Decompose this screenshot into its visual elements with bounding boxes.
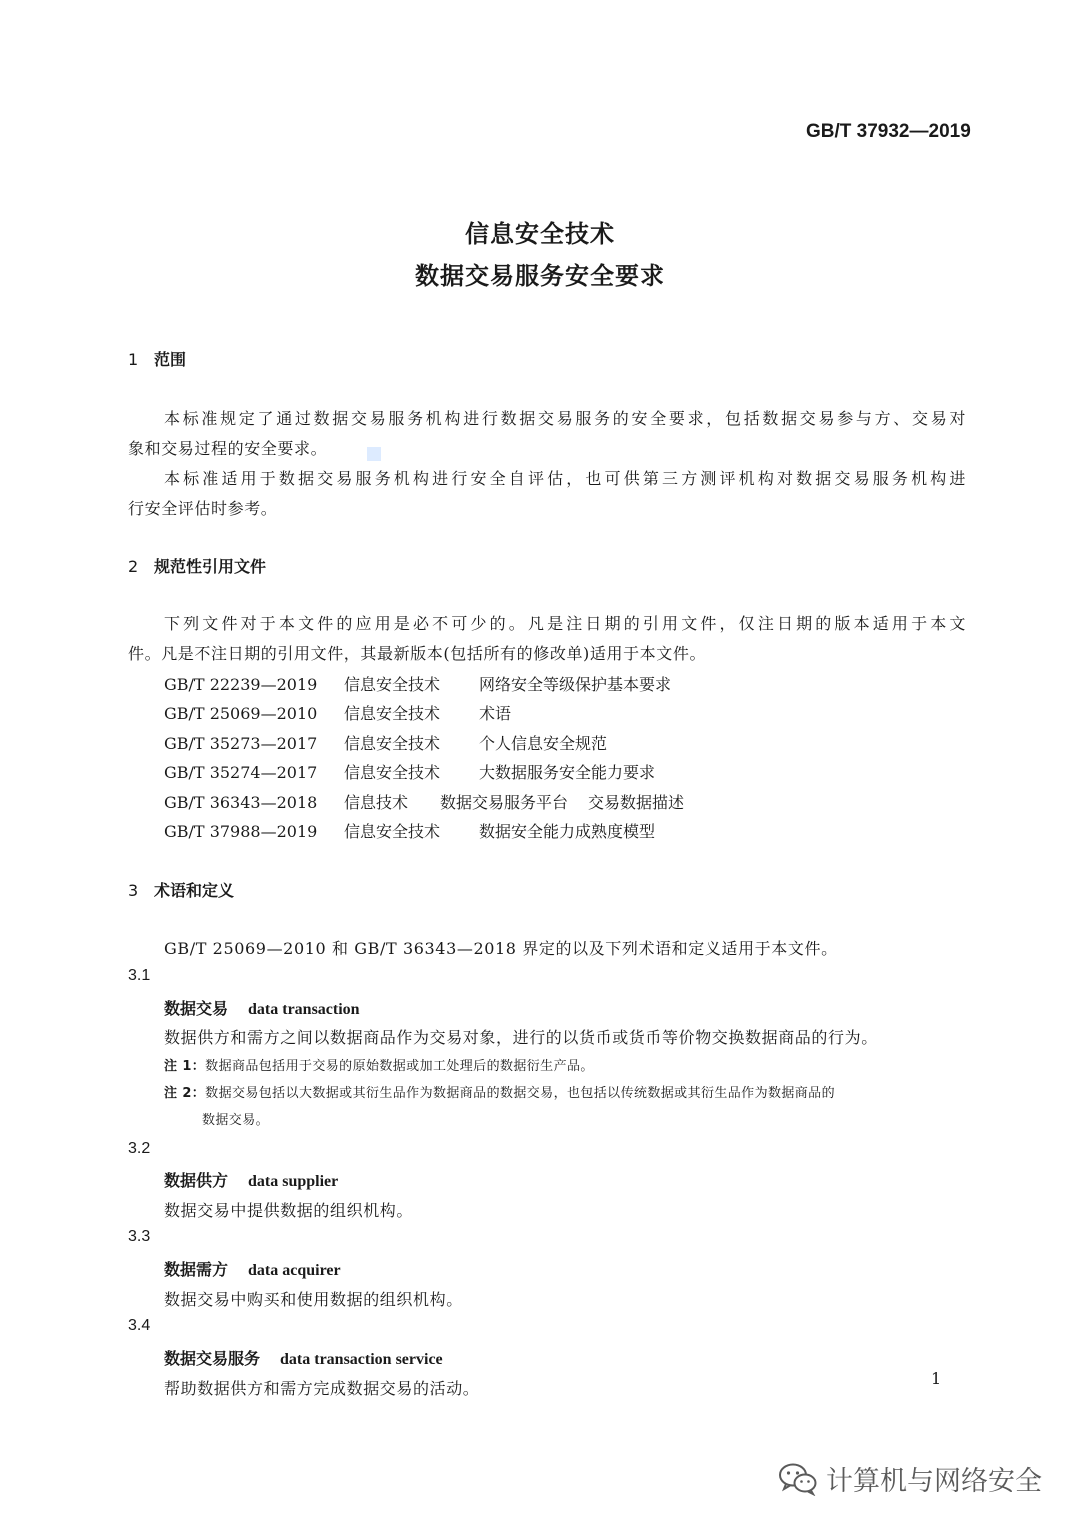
note-text: 数据商品包括用于交易的原始数据或加工处理后的数据衍生产品。 [205,1059,594,1074]
term-definition: 数据交易中提供数据的组织机构。 [164,1201,414,1220]
reference-item [164,790,684,813]
section-1-paragraph-1-line-1: 本标准规定了通过数据交易服务机构进行数据交易服务的安全要求，包括数据交易参与方、交易对 [164,409,966,428]
section-number: 3 [128,881,139,900]
term-heading [164,1346,443,1369]
note-2 [164,1082,835,1101]
watermark-text: 计算机与网络安全 [826,1466,1042,1497]
term-chinese: 数据交易服务 [164,1349,261,1368]
reference-item [164,819,675,842]
reference-code: GB/T 37988—2019 [164,822,318,841]
wechat-icon [778,1462,818,1496]
page-number: 1 [931,1369,942,1388]
reference-category: 信息安全技术 [344,734,441,753]
note-text: 数据交易包括以大数据或其衍生品作为数据商品的数据交易，也包括以传统数据或其衍生品作为数据商品的 [205,1086,835,1101]
section-2-paragraph-line-2: 件。凡是不注日期的引用文件，其最新版本(包括所有的修改单)适用于本文件。 [128,644,707,663]
reference-title: 个人信息安全规范 [479,734,608,753]
watermark [778,1459,1042,1498]
standard-code: GB/T 37932—2019 [806,121,971,142]
term-definition: 帮助数据供方和需方完成数据交易的活动。 [164,1379,480,1398]
note-1 [164,1055,594,1074]
term-english: data transaction service [280,1351,443,1368]
clause-number: 3.3 [128,1228,151,1245]
reference-item [164,672,691,695]
section-number: 1 [128,350,139,369]
reference-category: 信息安全技术 [344,675,441,694]
reference-category: 信息安全技术 [344,704,441,723]
reference-code: GB/T 25069—2010 [164,704,318,723]
term-definition: 数据供方和需方之间以数据商品作为交易对象，进行的以货币或货币等价物交换数据商品的行为。 [164,1028,878,1047]
reference-title: 术语 [479,704,512,723]
term-english: data supplier [248,1173,339,1190]
term-heading [164,1168,338,1191]
reference-subtitle: 交易数据描述 [588,793,685,812]
clause-number: 3.2 [128,1140,151,1157]
reference-category: 信息安全技术 [344,763,441,782]
section-title: 范围 [154,350,187,369]
reference-code: GB/T 35274—2017 [164,763,318,782]
section-title: 规范性引用文件 [154,557,267,576]
section-1-paragraph-2-line-2: 行安全评估时参考。 [128,499,278,518]
term-definition: 数据交易中购买和使用数据的组织机构。 [164,1290,463,1309]
section-number: 2 [128,557,139,576]
document-title-line2: 数据交易服务安全要求 [415,262,665,290]
reference-code: GB/T 22239—2019 [164,675,318,694]
reference-title: 网络安全等级保护基本要求 [479,675,672,694]
term-chinese: 数据需方 [164,1260,229,1279]
note-2-continuation: 数据交易。 [202,1113,270,1128]
section-2-heading [128,554,266,577]
term-chinese: 数据供方 [164,1171,229,1190]
document-title-line1: 信息安全技术 [465,220,615,248]
reference-code: GB/T 36343—2018 [164,793,318,812]
reference-title: 数据交易服务平台 [440,793,569,812]
reference-category: 信息安全技术 [344,822,441,841]
section-title: 术语和定义 [154,881,235,900]
reference-item [164,760,675,783]
note-label: 注 1： [164,1059,206,1074]
reference-category: 信息技术 [344,793,409,812]
reference-item [164,731,627,754]
section-1-paragraph-1-line-2: 象和交易过程的安全要求。 [128,439,328,458]
term-english: data transaction [248,1001,360,1018]
reference-title: 数据安全能力成熟度模型 [479,822,656,841]
section-3-heading [128,878,234,901]
term-heading [164,1257,341,1280]
section-1-paragraph-2-line-1: 本标准适用于数据交易服务机构进行安全自评估，也可供第三方测评机构对数据交易服务机构进 [164,469,966,488]
note-label: 注 2： [164,1086,206,1101]
section-2-paragraph-line-1: 下列文件对于本文件的应用是必不可少的。凡是注日期的引用文件，仅注日期的版本适用于本文 [164,614,966,633]
term-english: data acquirer [248,1262,341,1279]
section-3-intro: GB/T 25069—2010 和 GB/T 36343—2018 界定的以及下列术语和定义适用于本文件。 [164,939,838,958]
reference-title: 大数据服务安全能力要求 [479,763,656,782]
clause-number: 3.4 [128,1317,151,1334]
reference-item [164,701,531,724]
section-1-heading [128,347,186,370]
reference-code: GB/T 35273—2017 [164,734,318,753]
term-chinese: 数据交易 [164,999,229,1018]
term-heading [164,996,360,1019]
blue-artifact-mark [367,447,381,461]
clause-number: 3.1 [128,967,151,984]
